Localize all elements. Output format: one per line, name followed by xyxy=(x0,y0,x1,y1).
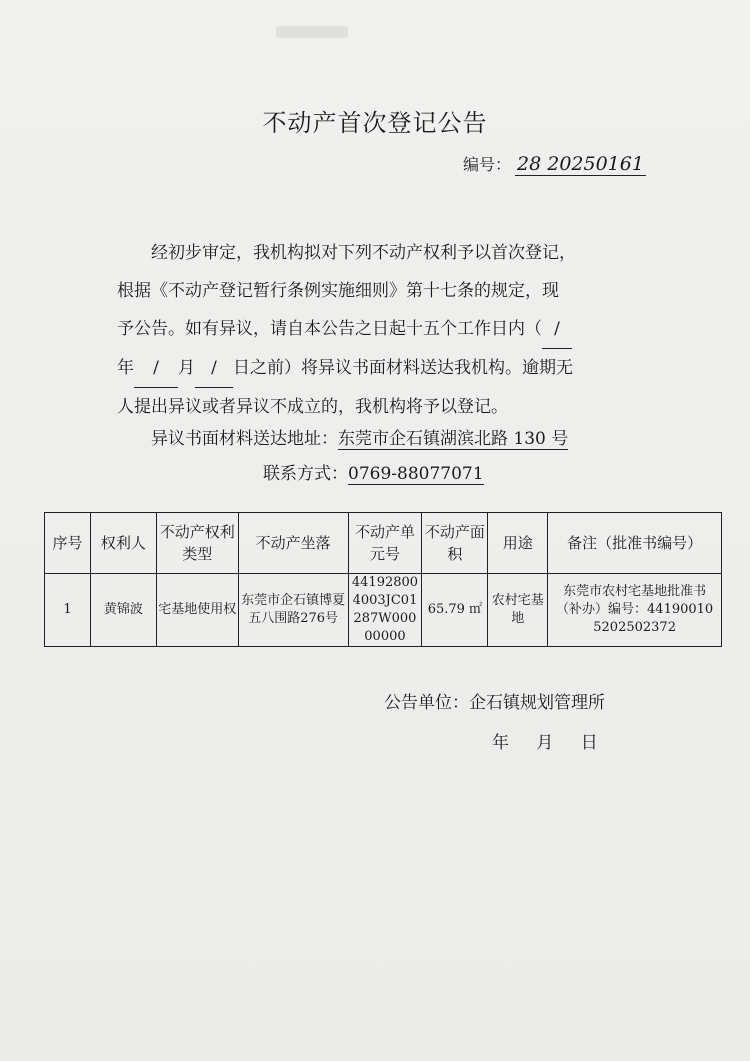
header-location: 不动产坐落 xyxy=(238,513,348,574)
cell-right-type: 宅基地使用权 xyxy=(156,574,238,647)
contact-info: 联系方式：0769-88077071 xyxy=(263,464,484,484)
header-unit-no: 不动产单元号 xyxy=(348,513,422,574)
header-remark: 备注（批准书编号） xyxy=(548,513,722,574)
header-owner: 权利人 xyxy=(90,513,156,574)
cell-location: 东莞市企石镇博夏五八围路276号 xyxy=(238,574,348,647)
cell-remark: 东莞市农村宅基地批准书（补办）编号：441900105202502372 xyxy=(548,574,722,647)
header-right-type: 不动产权利类型 xyxy=(156,513,238,574)
year-blank: / xyxy=(134,349,178,388)
serial-value: 28 20250161 xyxy=(517,153,644,175)
cell-owner: 黄锦波 xyxy=(90,574,156,647)
body-line-3: 予公告。如有异议，请自本公告之日起十五个工作日内（ / xyxy=(117,310,647,349)
issue-date: 年 月 日 xyxy=(492,733,598,753)
objection-address: 异议书面材料送达地址：东莞市企石镇湖滨北路 130 号 xyxy=(151,429,569,449)
body-line-5: 人提出异议或者异议不成立的，我机构将予以登记。 xyxy=(117,397,508,417)
issuing-unit: 公告单位：企石镇规划管理所 xyxy=(384,693,605,713)
registration-table xyxy=(44,512,722,647)
cell-seq: 1 xyxy=(45,574,91,647)
address-value: 东莞市企石镇湖滨北路 130 号 xyxy=(338,429,569,449)
header-usage: 用途 xyxy=(488,513,548,574)
cell-usage: 农村宅基地 xyxy=(488,574,548,647)
header-area: 不动产面积 xyxy=(422,513,488,574)
cell-area: 65.79 ㎡ xyxy=(422,574,488,647)
day-blank: / xyxy=(542,310,572,349)
announcement-body xyxy=(117,234,647,426)
header-seq: 序号 xyxy=(45,513,91,574)
serial-number xyxy=(463,152,646,175)
scan-smudge xyxy=(276,26,348,38)
serial-label: 编号： xyxy=(463,155,512,174)
table-header-row xyxy=(45,513,722,574)
month-blank: / xyxy=(195,349,233,388)
body-line-1: 经初步审定，我机构拟对下列不动产权利予以首次登记， xyxy=(151,243,576,263)
table-row xyxy=(45,574,722,647)
body-line-4: 年 / 月 / 日之前）将异议书面材料送达我机构。逾期无 xyxy=(117,349,647,388)
cell-unit-no: 441928004003JC01287W00000000 xyxy=(348,574,422,647)
announcement-title: 不动产首次登记公告 xyxy=(262,109,488,137)
contact-phone: 0769-88077071 xyxy=(348,464,484,484)
body-line-2: 根据《不动产登记暂行条例实施细则》第十七条的规定，现 xyxy=(117,281,559,301)
